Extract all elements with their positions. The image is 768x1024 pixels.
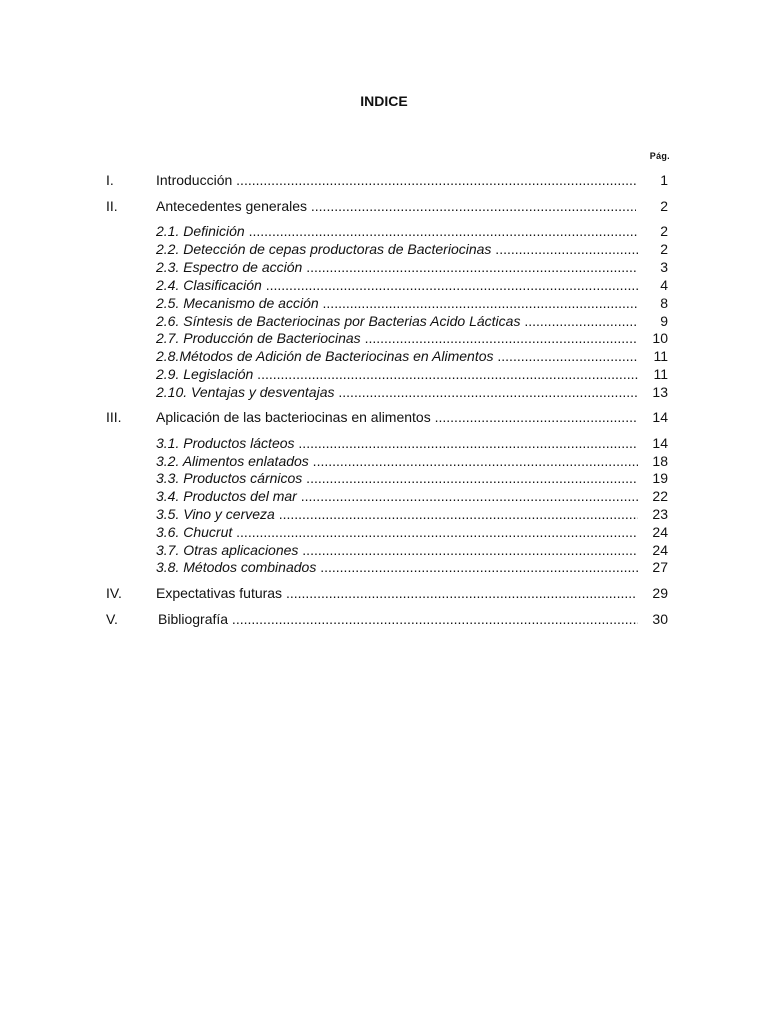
toc-section-number: V.	[106, 611, 118, 627]
toc-subentry	[0, 541, 768, 559]
toc-subentry	[0, 523, 768, 541]
toc-page-number: 2	[656, 222, 668, 240]
toc-subentry	[0, 240, 768, 258]
toc-entry-aplicacion	[0, 408, 768, 426]
toc-entry-label: 2.4. Clasificación .....	[156, 276, 638, 294]
toc-page-number: 2	[656, 197, 668, 215]
toc-entry-label: 3.6. Chucrut .....	[156, 523, 638, 541]
toc-page-number: 24	[648, 541, 668, 559]
toc-page-number: 19	[648, 469, 668, 487]
toc-page-number: 24	[648, 523, 668, 541]
toc-subentry	[0, 434, 768, 452]
toc-page-number: 14	[648, 434, 668, 452]
toc-entry-introduccion	[0, 171, 768, 189]
toc-page-number: 11	[649, 365, 668, 383]
toc-subentry	[0, 347, 768, 365]
toc-entry-label: 3.7. Otras aplicaciones .....	[156, 541, 638, 559]
toc-subentry	[0, 505, 768, 523]
toc-subentry	[0, 276, 768, 294]
toc-page-number: 14	[648, 408, 668, 426]
toc-section-number: II.	[106, 198, 118, 214]
toc-entry-label: 2.2. Detección de cepas productoras de Bacteriocinas .....	[156, 240, 638, 258]
toc-entry-label: 2.5. Mecanismo de acción .....	[156, 294, 638, 312]
toc-entry-label: 2.1. Definición .....	[156, 222, 638, 240]
toc-page-number: 22	[648, 487, 668, 505]
toc-page-number: 29	[648, 584, 668, 602]
toc-entry-label: 2.6. Síntesis de Bacteriocinas por Bacterias Acido Lácticas .....	[156, 312, 638, 330]
toc-entry-label: 3.2. Alimentos enlatados .....	[156, 452, 638, 470]
document-title: INDICE	[360, 93, 408, 109]
toc-subentry	[0, 222, 768, 240]
toc-page-number: 9	[656, 312, 668, 330]
toc-page-number: 11	[649, 347, 668, 365]
toc-section-number: IV.	[106, 585, 122, 601]
toc-entry-label: Expectativas futuras .....	[156, 584, 636, 602]
toc-page-number: 18	[648, 452, 668, 470]
toc-section-number: III.	[106, 409, 122, 425]
toc-page-number: 27	[648, 558, 668, 576]
toc-page-number: 2	[656, 240, 668, 258]
toc-entry-label: 3.5. Vino y cerveza .....	[156, 505, 638, 523]
toc-page-number: 4	[656, 276, 668, 294]
toc-entry-label: Antecedentes generales .....	[156, 197, 636, 215]
toc-entry-label: 2.3. Espectro de acción .....	[156, 258, 638, 276]
toc-entry-label: Bibliografía .....	[158, 610, 638, 628]
toc-page-number: 30	[648, 610, 668, 628]
toc-entry-label: 3.1. Productos lácteos .....	[156, 434, 638, 452]
toc-entry-antecedentes	[0, 197, 768, 215]
toc-subentry	[0, 469, 768, 487]
toc-subentry	[0, 383, 768, 401]
toc-entry-label: Aplicación de las bacteriocinas en alimentos .....	[156, 408, 636, 426]
toc-page-number: 23	[648, 505, 668, 523]
toc-entry-label: 3.3. Productos cárnicos .....	[156, 469, 638, 487]
toc-entry-bibliografia	[0, 610, 768, 628]
toc-entry-expectativas	[0, 584, 768, 602]
toc-page-number: 1	[656, 171, 668, 189]
toc-entry-label: Introducción .....	[156, 171, 636, 189]
toc-subentry	[0, 365, 768, 383]
toc-subentry	[0, 329, 768, 347]
toc-subentry	[0, 487, 768, 505]
toc-entry-label: 3.4. Productos del mar .....	[156, 487, 638, 505]
toc-page-number: 8	[656, 294, 668, 312]
toc-subentry	[0, 452, 768, 470]
toc-page-number: 13	[648, 383, 668, 401]
toc-page-number: 3	[656, 258, 668, 276]
toc-subentry	[0, 558, 768, 576]
toc-subentry	[0, 312, 768, 330]
toc-subentry	[0, 294, 768, 312]
toc-entry-label: 2.10. Ventajas y desventajas .....	[156, 383, 638, 401]
toc-section-number: I.	[106, 172, 114, 188]
toc-entry-label: 2.9. Legislación .....	[156, 365, 638, 383]
toc-entry-label: 2.8.Métodos de Adición de Bacteriocinas en Alimentos .....	[156, 347, 638, 365]
page-column-header: Pág.	[649, 151, 670, 161]
toc-entry-label: 3.8. Métodos combinados .....	[156, 558, 638, 576]
toc-page-number: 10	[648, 329, 668, 347]
toc-subentry	[0, 258, 768, 276]
toc-entry-label: 2.7. Producción de Bacteriocinas .....	[156, 329, 638, 347]
